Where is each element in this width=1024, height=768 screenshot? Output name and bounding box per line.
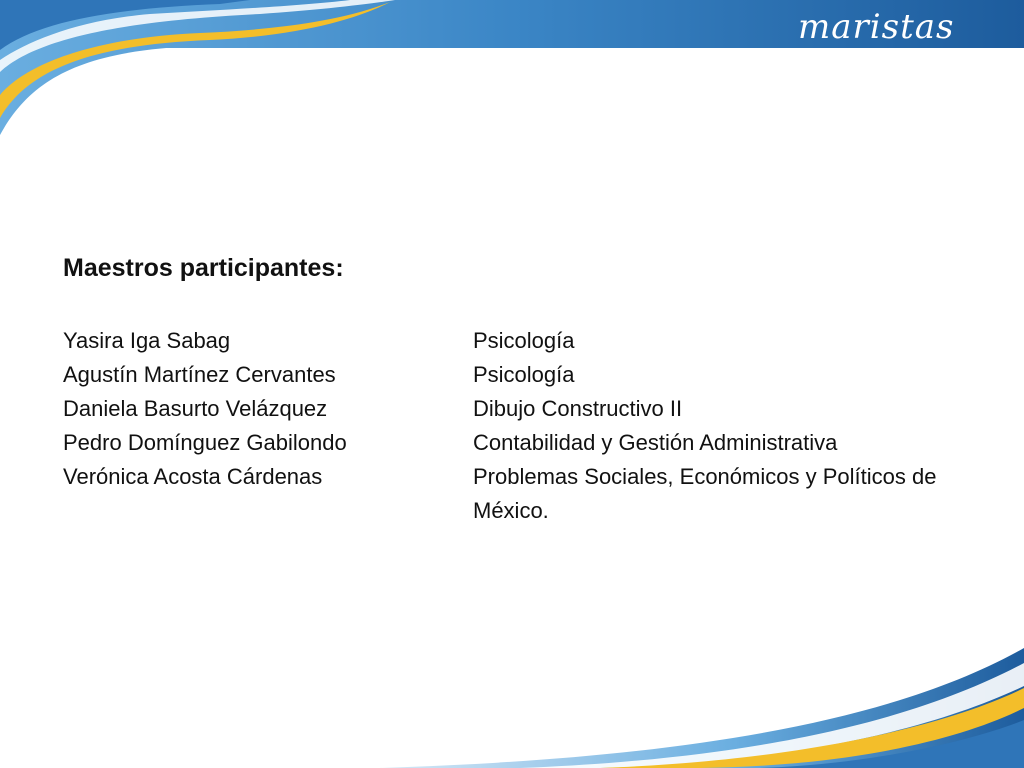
teacher-name: Agustín Martínez Cervantes <box>63 362 336 387</box>
svg-text:maristas: maristas <box>798 7 955 47</box>
teacher-name: Verónica Acosta Cárdenas <box>63 464 323 489</box>
teacher-subject: Psicología <box>473 328 575 353</box>
teacher-name: Daniela Basurto Velázquez <box>63 396 328 421</box>
teacher-subject: Problemas Sociales, Económicos y Políticos de México. <box>473 464 937 523</box>
teacher-name: Pedro Domínguez Gabilondo <box>63 430 347 455</box>
section-heading: Maestros participantes: <box>63 254 344 282</box>
teachers-section <box>63 250 993 528</box>
maristas-logo <box>794 6 1004 50</box>
teacher-name: Yasira Iga Sabag <box>63 328 231 353</box>
teacher-subject: Dibujo Constructivo II <box>473 396 683 421</box>
teacher-subject: Contabilidad y Gestión Administrativa <box>473 430 838 455</box>
teachers-list <box>63 324 993 528</box>
footer-decoration <box>0 608 1024 768</box>
teacher-subject: Psicología <box>473 362 575 387</box>
